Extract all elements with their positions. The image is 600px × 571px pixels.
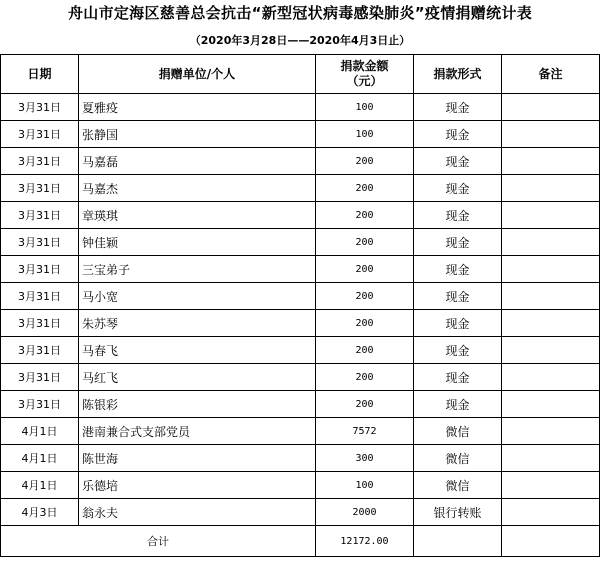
table-row <box>1 418 600 445</box>
header-date: 日期 <box>1 55 79 94</box>
donor-cell: 三宝弟子 <box>79 256 316 283</box>
note-cell <box>502 472 600 499</box>
total-note-cell <box>502 526 600 557</box>
donor-cell: 朱苏琴 <box>79 310 316 337</box>
method-cell: 现金 <box>414 202 502 229</box>
total-amount: 12172.00 <box>316 526 414 557</box>
table-row <box>1 256 600 283</box>
donor-cell: 马嘉磊 <box>79 148 316 175</box>
date-cell: 3月31日 <box>1 256 79 283</box>
note-cell <box>502 391 600 418</box>
donor-cell: 马小宽 <box>79 283 316 310</box>
date-cell: 4月1日 <box>1 445 79 472</box>
table-row <box>1 337 600 364</box>
note-cell <box>502 445 600 472</box>
method-cell: 现金 <box>414 256 502 283</box>
table-row <box>1 472 600 499</box>
total-label: 合计 <box>1 526 316 557</box>
document-subtitle: （2020年3月28日——2020年4月3日止） <box>189 34 411 47</box>
amount-cell: 2000 <box>316 499 414 526</box>
donor-cell: 章瑛琪 <box>79 202 316 229</box>
date-cell: 3月31日 <box>1 283 79 310</box>
total-row <box>1 526 600 557</box>
document-title: 舟山市定海区慈善总会抗击“新型冠状病毒感染肺炎”疫情捐赠统计表 <box>67 4 533 22</box>
note-cell <box>502 310 600 337</box>
method-cell: 现金 <box>414 121 502 148</box>
header-amount-label: 捐款金额 <box>340 59 389 73</box>
table-row <box>1 202 600 229</box>
header-note: 备注 <box>502 55 600 94</box>
amount-cell: 100 <box>316 472 414 499</box>
method-cell: 现金 <box>414 283 502 310</box>
date-cell: 4月3日 <box>1 499 79 526</box>
donor-cell: 马春飞 <box>79 337 316 364</box>
header-donor: 捐赠单位/个人 <box>79 55 316 94</box>
date-cell: 4月1日 <box>1 418 79 445</box>
date-cell: 4月1日 <box>1 472 79 499</box>
donor-cell: 陈银彩 <box>79 391 316 418</box>
method-cell: 现金 <box>414 148 502 175</box>
table-row <box>1 310 600 337</box>
donor-cell: 钟佳颖 <box>79 229 316 256</box>
amount-cell: 7572 <box>316 418 414 445</box>
date-cell: 3月31日 <box>1 364 79 391</box>
method-cell: 现金 <box>414 94 502 121</box>
donor-cell: 马嘉杰 <box>79 175 316 202</box>
note-cell <box>502 418 600 445</box>
method-cell: 银行转账 <box>414 499 502 526</box>
date-cell: 3月31日 <box>1 94 79 121</box>
header-method: 捐款形式 <box>414 55 502 94</box>
date-cell: 3月31日 <box>1 229 79 256</box>
date-cell: 3月31日 <box>1 148 79 175</box>
table-row <box>1 148 600 175</box>
note-cell <box>502 94 600 121</box>
table-row <box>1 229 600 256</box>
header-amount-unit: （元） <box>346 74 383 88</box>
amount-cell: 100 <box>316 121 414 148</box>
note-cell <box>502 148 600 175</box>
table-row <box>1 499 600 526</box>
method-cell: 微信 <box>414 445 502 472</box>
amount-cell: 200 <box>316 256 414 283</box>
donor-cell: 港南兼合式支部党员 <box>79 418 316 445</box>
amount-cell: 200 <box>316 229 414 256</box>
table-row <box>1 391 600 418</box>
note-cell <box>502 283 600 310</box>
note-cell <box>502 202 600 229</box>
table-header-row <box>1 55 600 94</box>
note-cell <box>502 499 600 526</box>
amount-cell: 200 <box>316 175 414 202</box>
amount-cell: 200 <box>316 337 414 364</box>
method-cell: 现金 <box>414 310 502 337</box>
amount-cell: 300 <box>316 445 414 472</box>
method-cell: 现金 <box>414 175 502 202</box>
donor-cell: 翁永夫 <box>79 499 316 526</box>
note-cell <box>502 337 600 364</box>
donor-cell: 乐德培 <box>79 472 316 499</box>
method-cell: 现金 <box>414 229 502 256</box>
table-row <box>1 364 600 391</box>
donor-cell: 陈世海 <box>79 445 316 472</box>
amount-cell: 100 <box>316 94 414 121</box>
donor-cell: 马红飞 <box>79 364 316 391</box>
table-row <box>1 94 600 121</box>
note-cell <box>502 256 600 283</box>
amount-cell: 200 <box>316 364 414 391</box>
amount-cell: 200 <box>316 310 414 337</box>
total-method-cell <box>414 526 502 557</box>
date-cell: 3月31日 <box>1 391 79 418</box>
note-cell <box>502 121 600 148</box>
note-cell <box>502 229 600 256</box>
note-cell <box>502 175 600 202</box>
amount-cell: 200 <box>316 148 414 175</box>
method-cell: 微信 <box>414 472 502 499</box>
table-row <box>1 175 600 202</box>
donor-cell: 张静国 <box>79 121 316 148</box>
date-cell: 3月31日 <box>1 310 79 337</box>
date-cell: 3月31日 <box>1 121 79 148</box>
donation-table <box>0 54 600 557</box>
method-cell: 微信 <box>414 418 502 445</box>
amount-cell: 200 <box>316 202 414 229</box>
date-cell: 3月31日 <box>1 202 79 229</box>
header-amount <box>316 55 414 94</box>
note-cell <box>502 364 600 391</box>
table-row <box>1 445 600 472</box>
table-row <box>1 121 600 148</box>
date-cell: 3月31日 <box>1 175 79 202</box>
method-cell: 现金 <box>414 337 502 364</box>
table-row <box>1 283 600 310</box>
amount-cell: 200 <box>316 283 414 310</box>
donor-cell: 夏雅疫 <box>79 94 316 121</box>
method-cell: 现金 <box>414 364 502 391</box>
method-cell: 现金 <box>414 391 502 418</box>
date-cell: 3月31日 <box>1 337 79 364</box>
amount-cell: 200 <box>316 391 414 418</box>
